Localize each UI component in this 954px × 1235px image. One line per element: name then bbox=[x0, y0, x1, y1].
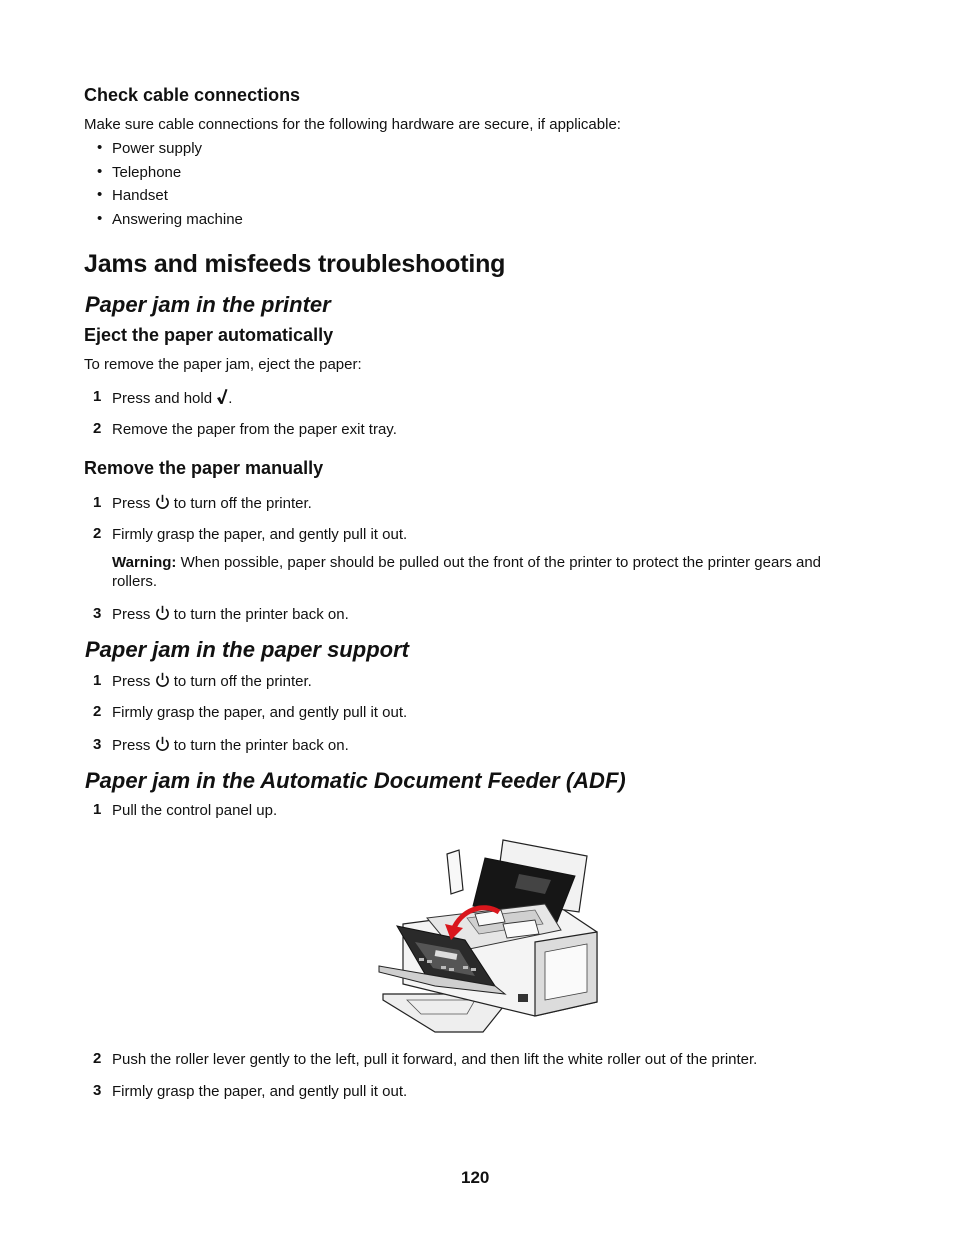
step-number: 1 bbox=[93, 494, 102, 511]
step-number: 2 bbox=[93, 525, 102, 542]
list-item: Handset bbox=[112, 187, 168, 204]
bullet: • bbox=[97, 186, 103, 203]
bullet: • bbox=[97, 210, 103, 227]
step-support-2: Firmly grasp the paper, and gently pull it out. bbox=[112, 704, 408, 721]
power-icon bbox=[155, 672, 170, 693]
list-item: Power supply bbox=[112, 140, 203, 157]
step-text: to turn off the printer. bbox=[173, 673, 312, 690]
page-title: Jams and misfeeds troubleshooting bbox=[84, 250, 506, 278]
cable-intro: Make sure cable connections for the following hardware are secure, if applicable: bbox=[84, 116, 621, 133]
step-number: 2 bbox=[93, 1050, 102, 1067]
section-heading-support: Paper jam in the paper support bbox=[85, 637, 409, 662]
step-manual-3 bbox=[112, 605, 349, 626]
step-number: 2 bbox=[93, 420, 102, 437]
warning-note bbox=[112, 553, 857, 591]
printer-illustration bbox=[375, 834, 607, 1036]
step-text: . bbox=[228, 390, 233, 407]
step-adf-1: Pull the control panel up. bbox=[112, 802, 278, 819]
eject-intro: To remove the paper jam, eject the paper: bbox=[84, 356, 362, 373]
power-icon bbox=[155, 494, 170, 515]
list-item: Telephone bbox=[112, 164, 182, 181]
step-manual-1 bbox=[112, 494, 312, 515]
step-number: 3 bbox=[93, 605, 102, 622]
step-text: Press bbox=[112, 606, 151, 623]
step-support-3 bbox=[112, 736, 349, 757]
step-manual-2: Firmly grasp the paper, and gently pull it out. bbox=[112, 526, 408, 543]
step-number: 2 bbox=[93, 703, 102, 720]
step-number: 3 bbox=[93, 736, 102, 753]
step-adf-2: Push the roller lever gently to the left, pull it forward, and then lift the white roller out of the printer. bbox=[112, 1051, 758, 1068]
bullet: • bbox=[97, 163, 103, 180]
step-auto-1 bbox=[112, 388, 232, 410]
step-text: Press bbox=[112, 737, 151, 754]
step-text: Press bbox=[112, 673, 151, 690]
step-text: to turn the printer back on. bbox=[173, 606, 349, 623]
bullet: • bbox=[97, 139, 103, 156]
warning-label: Warning: bbox=[112, 554, 177, 571]
section-heading-cable: Check cable connections bbox=[84, 85, 301, 105]
list-item: Answering machine bbox=[112, 211, 243, 228]
section-heading-adf: Paper jam in the Automatic Document Feeder (ADF) bbox=[85, 768, 626, 793]
step-text: Press and hold bbox=[112, 390, 213, 407]
section-heading-printer: Paper jam in the printer bbox=[85, 292, 331, 317]
step-number: 1 bbox=[93, 801, 102, 818]
subheading-remove-manual: Remove the paper manually bbox=[84, 458, 324, 478]
step-text: Press bbox=[112, 495, 151, 512]
step-adf-3: Firmly grasp the paper, and gently pull it out. bbox=[112, 1083, 408, 1100]
step-number: 1 bbox=[93, 672, 102, 689]
step-auto-2: Remove the paper from the paper exit tray. bbox=[112, 421, 397, 438]
step-support-1 bbox=[112, 672, 312, 693]
step-number: 1 bbox=[93, 388, 102, 405]
page-number: 120 bbox=[461, 1168, 490, 1187]
step-text: to turn off the printer. bbox=[173, 495, 312, 512]
step-text: to turn the printer back on. bbox=[173, 737, 349, 754]
subheading-eject-auto: Eject the paper automatically bbox=[84, 325, 334, 345]
step-number: 3 bbox=[93, 1082, 102, 1099]
check-icon bbox=[216, 388, 228, 410]
power-icon bbox=[155, 605, 170, 626]
power-icon bbox=[155, 736, 170, 757]
warning-text: When possible, paper should be pulled out the front of the printer to protect the printer gears and rollers. bbox=[112, 554, 822, 590]
